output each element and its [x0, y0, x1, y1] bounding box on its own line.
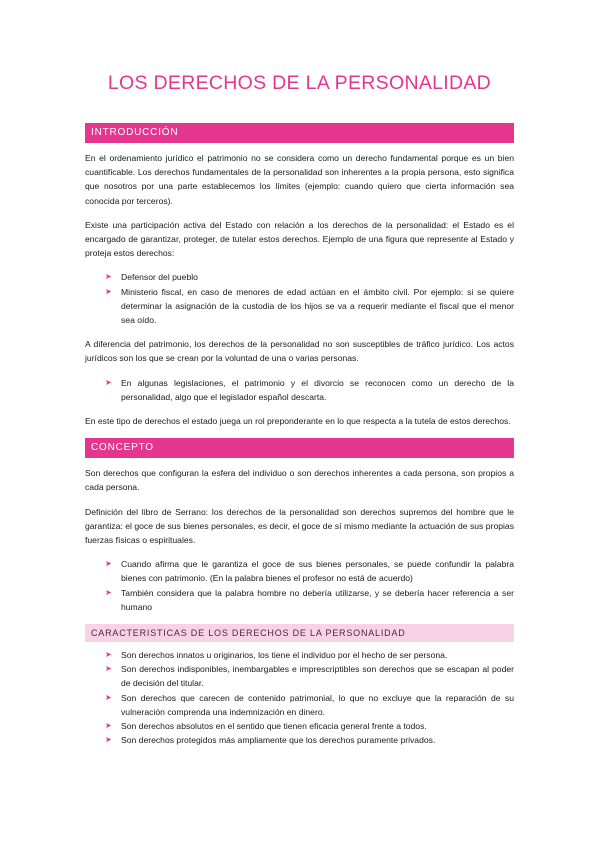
list-item: [105, 270, 514, 284]
bullet-list: [85, 270, 514, 327]
arrow-bullet-icon: ➤: [105, 377, 112, 387]
arrow-bullet-icon: ➤: [105, 650, 112, 660]
list-item: [105, 285, 514, 328]
list-item-text: Defensor del pueblo: [121, 272, 198, 283]
list-item: [105, 648, 514, 662]
bullet-list: [85, 648, 514, 747]
arrow-bullet-icon: ➤: [105, 735, 112, 745]
paragraph: Son derechos que configuran la esfera del individuo o son derechos inherentes a cada persona, son propios a cada persona.: [85, 468, 514, 493]
arrow-bullet-icon: ➤: [105, 664, 112, 674]
list-item-text: Son derechos que carecen de contenido patrimonial, lo que no excluye que la reparación de su vulneración comprenda una indemnización en dinero.: [121, 692, 514, 717]
list-item: [105, 557, 514, 585]
list-item: [105, 376, 514, 404]
paragraph: Definición del libro de Serrano: los derechos de la personalidad son derechos supremos del hombre que le garantiza: el goce de sus bienes personales, es decir, el goce de sí mismo mediante la actuación de sus propias fuerzas físicas o espirituales.: [85, 506, 514, 546]
paragraph: En el ordenamiento jurídico el patrimonio no se considera como un derecho fundamental porque es un bien cuantificable. Los derechos fundamentales de la personalidad son inherentes a la propia persona, esto significa que nosotros por una parte establecemos los límites (ejemplo: cuando quiero que cierta información sea conocida por terceros).: [85, 153, 514, 206]
list-item: [105, 733, 514, 747]
list-item-text: Son derechos indisponibles, inembargables e imprescriptibles son derechos que se escapan al poder de decisión del titular.: [121, 664, 514, 689]
list-item-text: También considera que la palabra hombre no debería utilizarse, y se debería hacer referencia a ser humano: [121, 587, 514, 612]
list-item: [105, 586, 514, 614]
arrow-bullet-icon: ➤: [105, 721, 112, 731]
paragraph: Existe una participación activa del Estado con relación a los derechos de la personalidad: el Estado es el encargado de garantizar, proteger, de tutelar estos derechos. Ejemplo de una figura que represente al Estado y proteja estos derechos:: [85, 219, 514, 259]
paragraph: A diferencia del patrimonio, los derechos de la personalidad no son susceptibles de tráfico jurídico. Los actos jurídicos son los que se crean por la voluntad de una o varias personas.: [85, 339, 514, 364]
list-item-text: Son derechos innatos u originarios, los tiene el individuo por el hecho de ser persona.: [121, 650, 448, 661]
list-item-text: Cuando afirma que le garantiza el goce de sus bienes personales, se puede confundir la palabra bienes con patrimonio. (En la palabra bienes el profesor no está de acuerdo): [121, 559, 514, 584]
section-heading-introduccion: INTRODUCCIÓN: [85, 123, 514, 143]
section-heading-concepto: CONCEPTO: [85, 438, 514, 458]
arrow-bullet-icon: ➤: [105, 587, 112, 597]
bullet-list: [85, 557, 514, 614]
list-item: [105, 691, 514, 719]
list-item: [105, 719, 514, 733]
arrow-bullet-icon: ➤: [105, 692, 112, 702]
page-title: LOS DERECHOS DE LA PERSONALIDAD: [107, 72, 492, 94]
list-item-text: Ministerio fiscal, en caso de menores de edad actúan en el ámbito civil. Por ejemplo: si se quiere determinar la asignación de la custodia de los hijos se va a requerir mediante el fiscal que el menor sea oído.: [121, 286, 514, 326]
bullet-list: [85, 376, 514, 404]
list-item-text: Son derechos protegidos más ampliamente que los derechos puramente privados.: [121, 735, 436, 746]
arrow-bullet-icon: ➤: [105, 559, 112, 569]
list-item: [105, 662, 514, 690]
section-heading-caracteristicas: CARACTERISTICAS DE LOS DERECHOS DE LA PERSONALIDAD: [85, 624, 514, 642]
arrow-bullet-icon: ➤: [105, 286, 112, 296]
paragraph: En este tipo de derechos el estado juega un rol preponderante en lo que respecta a la tutela de estos derechos.: [85, 416, 511, 427]
list-item-text: En algunas legislaciones, el patrimonio y el divorcio se reconocen como un derecho de la personalidad, algo que el legislador español descarta.: [121, 377, 514, 402]
list-item-text: Son derechos absolutos en el sentido que tienen eficacia general frente a todos.: [121, 721, 427, 732]
arrow-bullet-icon: ➤: [105, 272, 112, 282]
